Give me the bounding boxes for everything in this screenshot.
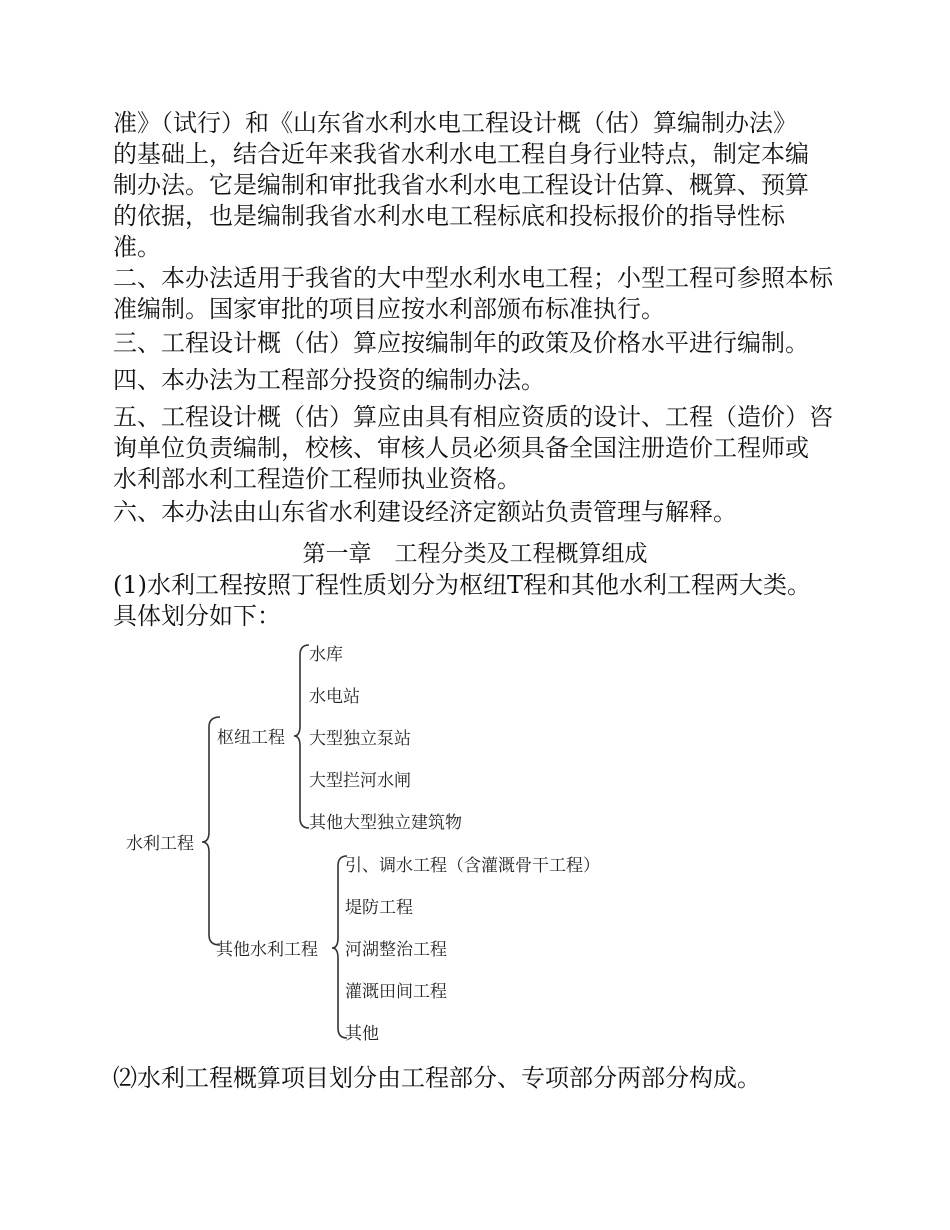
tree-leaf: 其他 (345, 1024, 379, 1044)
text-line: 制办法。它是编制和审批我省水利水电工程设计估算、概算、预算 (113, 171, 809, 199)
tree-leaf: 大型拦河水闸 (309, 771, 411, 791)
text-line: 六、本办法由山东省水利建设经济定额站负责管理与解释。 (113, 498, 737, 526)
text-line: 水利部水利工程造价工程师执业资格。 (113, 465, 521, 493)
text-line: 准》（试行）和《山东省水利水电工程设计概（估）算编制办法》 (113, 109, 797, 137)
text-line: 二、本办法适用于我省的大中型水利水电工程；小型工程可参照本标 (113, 264, 833, 292)
chapter-title: 第一章 工程分类及工程概算组成 (302, 541, 648, 567)
text-line: 的基础上，结合近年来我省水利水电工程自身行业特点，制定本编 (113, 140, 809, 168)
tree-leaf: 水库 (309, 645, 343, 665)
text-line: 准编制。国家审批的项目应按水利部颁布标准执行。 (113, 295, 665, 323)
branch-1-bracket (294, 645, 309, 828)
text-line: 三、工程设计概（估）算应按编制年的政策及价格水平进行编制。 (113, 329, 809, 357)
section-2-text (113, 1063, 843, 1094)
text-line: 准。 (113, 233, 161, 261)
tree-branch-label: 枢纽工程 (217, 728, 285, 748)
text-line: 具体划分如下： (113, 602, 281, 630)
tree-leaf: 灌溉田间工程 (345, 982, 447, 1002)
text-line: ⑵水利工程概算项目划分由工程部分、专项部分两部分构成。 (113, 1064, 761, 1092)
tree-root-label: 水利工程 (126, 834, 194, 854)
text-line: (1)水利工程按照丁程性质划分为枢纽T程和其他水利工程两大类。 (113, 571, 812, 599)
tree-leaf: 河湖整治工程 (345, 940, 447, 960)
root-bracket (202, 717, 220, 945)
text-line: 四、本办法为工程部分投资的编制办法。 (113, 366, 545, 394)
tree-leaf: 其他大型独立建筑物 (309, 813, 462, 833)
tree-leaf: 引、调水工程（含灌溉骨干工程） (345, 856, 600, 876)
tree-branch-label: 其他水利工程 (216, 940, 318, 960)
tree-leaf: 堤防工程 (345, 898, 413, 918)
text-line: 询单位负责编制，校核、审核人员必须具备全国注册造价工程师或 (113, 434, 809, 462)
tree-leaf: 大型独立泵站 (309, 729, 411, 749)
text-line: 的依据，也是编制我省水利水电工程标底和投标报价的指导性标 (113, 202, 785, 230)
text-line: 五、工程设计概（估）算应由具有相应资质的设计、工程（造价）咨 (113, 403, 833, 431)
tree-leaf: 水电站 (309, 687, 360, 707)
